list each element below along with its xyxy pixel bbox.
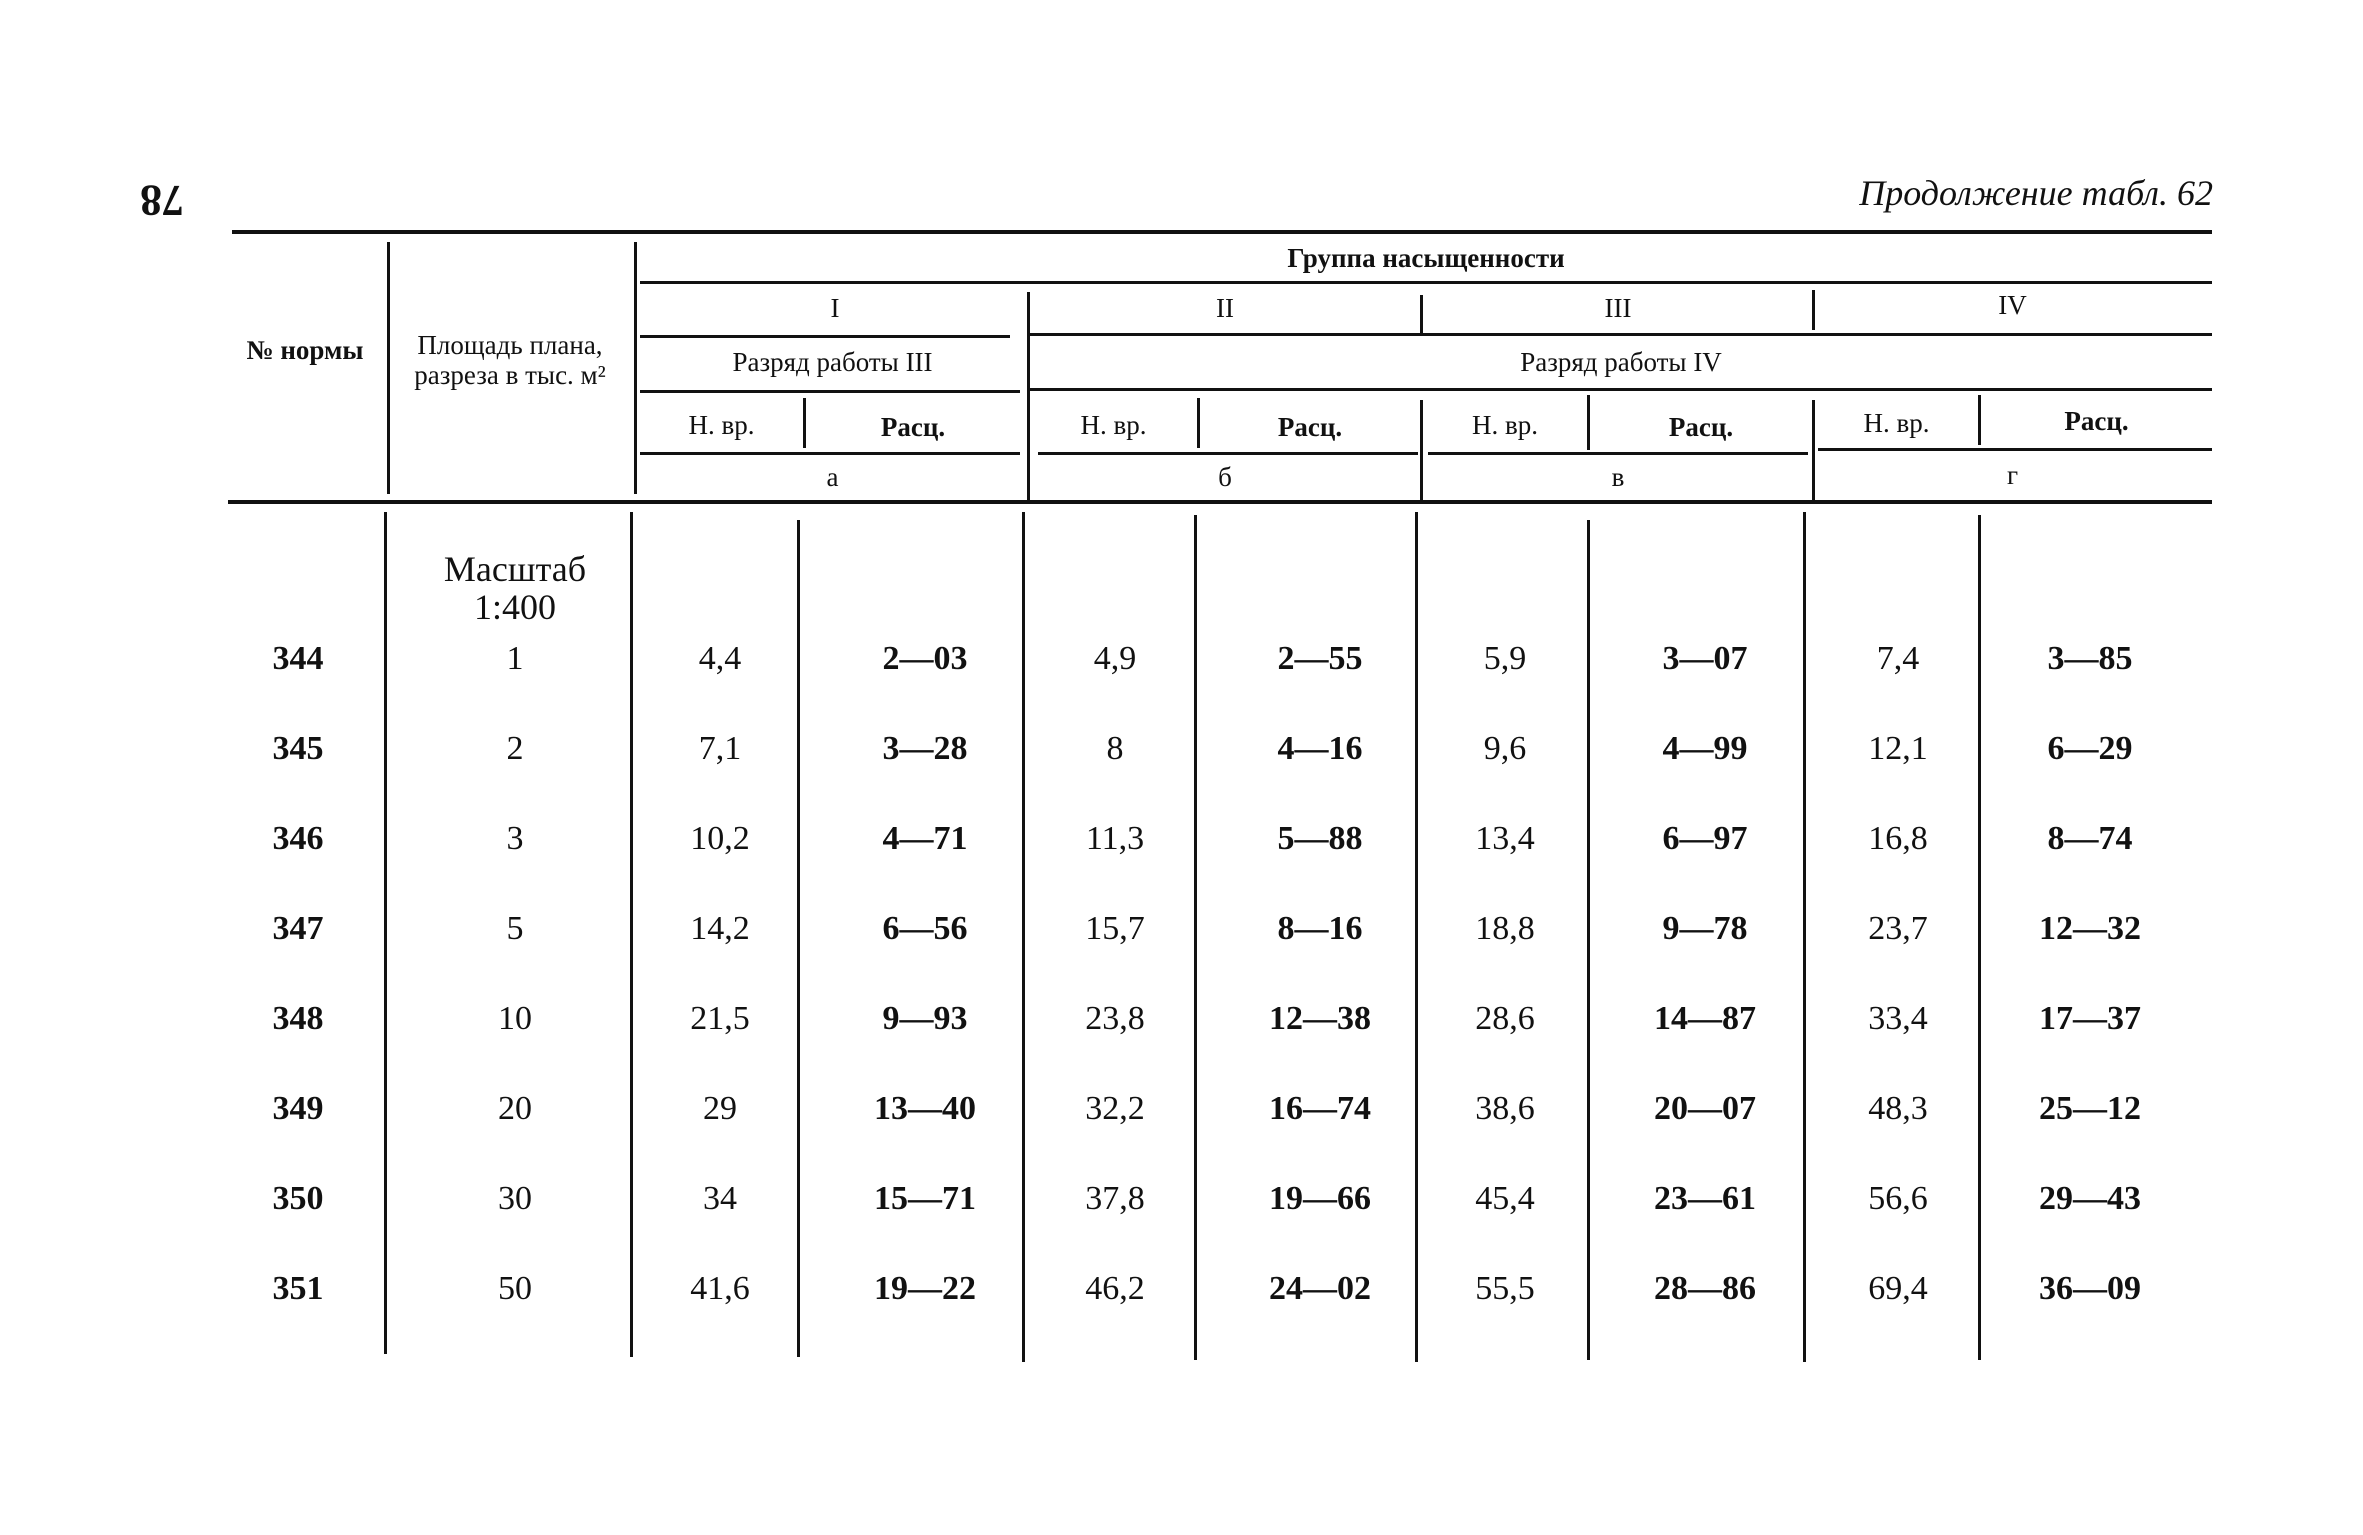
cell-v-nvr: 9,6: [1483, 730, 1527, 767]
cell-v-nvr: 55,5: [1475, 1270, 1535, 1307]
cell-v-nvr: 38,6: [1475, 1090, 1535, 1127]
cell-b-rasc: 2—55: [1277, 640, 1363, 677]
cell-g-nvr: 33,4: [1868, 1000, 1928, 1037]
cell-v-nvr: 28,6: [1475, 1000, 1535, 1037]
header-rank-iii: Разряд работы III: [732, 347, 933, 377]
cell-g-nvr: 16,8: [1868, 820, 1928, 857]
cell-a-nvr: 41,6: [690, 1270, 750, 1307]
cell-g-nvr: 12,1: [1868, 730, 1928, 767]
cell-b-nvr: 32,2: [1085, 1090, 1145, 1127]
header-subcol-rule-2: [1038, 452, 1418, 455]
header-subcol-rule-4: [1818, 448, 2212, 451]
cell-g-nvr: 23,7: [1868, 910, 1928, 947]
cell-a-nvr: 14,2: [690, 910, 750, 947]
cell-v-nvr: 13,4: [1475, 820, 1535, 857]
header-area: Площадь плана, разреза в тыс. м²: [414, 330, 606, 390]
page-number: 78: [140, 176, 184, 225]
header-rasc-a: Расц.: [880, 412, 946, 442]
cell-area: 20: [498, 1090, 532, 1127]
cell-g-nvr: 69,4: [1868, 1270, 1928, 1307]
header-subcol-rule-3: [1428, 452, 1808, 455]
header-letter-b: б: [1218, 462, 1232, 492]
cell-g-rasc: 29—43: [2039, 1180, 2141, 1217]
header-nvr-g: Н. вр.: [1863, 408, 1930, 438]
header-rank-iv: Разряд работы IV: [1520, 347, 1722, 377]
cell-g-rasc: 17—37: [2039, 1000, 2141, 1037]
body-vrule-9: [1978, 515, 1981, 1360]
cell-v-rasc: 14—87: [1654, 1000, 1756, 1037]
header-rasc-b: Расц.: [1277, 412, 1343, 442]
cell-a-rasc: 3—28: [882, 730, 968, 767]
header-group-rule: [640, 281, 2212, 284]
cell-area: 30: [498, 1180, 532, 1217]
cell-b-nvr: 23,8: [1085, 1000, 1145, 1037]
body-vrule-4: [1022, 512, 1025, 1362]
cell-b-rasc: 12—38: [1269, 1000, 1371, 1037]
header-letter-v: в: [1611, 462, 1625, 492]
cell-b-nvr: 37,8: [1085, 1180, 1145, 1217]
header-vrule-area-left: [387, 242, 390, 494]
cell-v-rasc: 20—07: [1654, 1090, 1756, 1127]
cell-b-rasc: 8—16: [1277, 910, 1363, 947]
cell-a-rasc: 19—22: [874, 1270, 976, 1307]
header-letter-a: а: [826, 462, 839, 492]
body-vrule-1: [384, 512, 387, 1354]
cell-a-nvr: 7,1: [698, 730, 742, 767]
cell-area: 1: [506, 640, 524, 677]
header-group-iv: IV: [1998, 290, 2027, 320]
body-vrule-7: [1587, 520, 1590, 1360]
header-subcol-rule-1: [640, 452, 1020, 455]
cell-norm-no: 347: [272, 910, 324, 947]
table-caption: Продолжение табл. 62: [1859, 173, 2213, 213]
cell-v-rasc: 6—97: [1662, 820, 1748, 857]
header-roman-rule-2: [1030, 333, 2212, 336]
cell-g-rasc: 25—12: [2039, 1090, 2141, 1127]
cell-a-rasc: 9—93: [882, 1000, 968, 1037]
cell-a-rasc: 15—71: [874, 1180, 976, 1217]
header-group-ii: II: [1216, 293, 1234, 323]
header-nvr-v: Н. вр.: [1472, 410, 1538, 440]
cell-area: 3: [506, 820, 524, 857]
cell-v-nvr: 18,8: [1475, 910, 1535, 947]
cell-area: 2: [506, 730, 524, 767]
cell-v-nvr: 5,9: [1483, 640, 1527, 677]
header-bottom-rule: [228, 500, 2212, 504]
cell-norm-no: 344: [272, 640, 324, 677]
body-vrule-5: [1194, 515, 1197, 1360]
cell-g-rasc: 8—74: [2047, 820, 2133, 857]
cell-v-rasc: 28—86: [1654, 1270, 1756, 1307]
header-rasc-g: Расц.: [2064, 406, 2129, 436]
cell-b-rasc: 4—16: [1277, 730, 1363, 767]
cell-g-nvr: 48,3: [1868, 1090, 1928, 1127]
cell-a-rasc: 4—71: [882, 820, 968, 857]
cell-a-nvr: 4,4: [698, 640, 742, 677]
cell-g-rasc: 12—32: [2039, 910, 2141, 947]
cell-b-rasc: 24—02: [1269, 1270, 1371, 1307]
cell-norm-no: 351: [272, 1270, 324, 1307]
cell-a-rasc: 6—56: [882, 910, 968, 947]
body-vrule-6: [1415, 512, 1418, 1362]
cell-a-nvr: 29: [703, 1090, 737, 1127]
header-letter-g: г: [2006, 460, 2019, 490]
cell-b-rasc: 19—66: [1269, 1180, 1371, 1217]
table-top-rule: [232, 230, 2212, 234]
scale-label: Масштаб 1:400: [443, 549, 587, 627]
cell-a-rasc: 13—40: [874, 1090, 976, 1127]
body-vrule-2: [630, 512, 633, 1357]
cell-norm-no: 348: [272, 1000, 324, 1037]
body-vrule-8: [1803, 512, 1806, 1362]
cell-norm-no: 346: [272, 820, 324, 857]
header-nvr-a: Н. вр.: [688, 410, 755, 440]
cell-g-nvr: 56,6: [1868, 1180, 1928, 1217]
cell-g-rasc: 6—29: [2047, 730, 2133, 767]
cell-a-nvr: 10,2: [690, 820, 750, 857]
cell-g-rasc: 3—85: [2047, 640, 2133, 677]
cell-b-rasc: 5—88: [1277, 820, 1363, 857]
cell-v-rasc: 3—07: [1662, 640, 1748, 677]
cell-a-rasc: 2—03: [882, 640, 968, 677]
cell-norm-no: 345: [272, 730, 324, 767]
header-saturation-group: Группа насыщенности: [1287, 243, 1565, 273]
cell-a-nvr: 34: [703, 1180, 737, 1217]
cell-b-nvr: 4,9: [1093, 640, 1137, 677]
header-rasc-v: Расц.: [1668, 412, 1734, 442]
cell-v-rasc: 9—78: [1662, 910, 1748, 947]
header-norm-no: № нормы: [246, 335, 364, 365]
cell-b-nvr: 11,3: [1085, 820, 1145, 857]
header-rank-rule-1: [640, 390, 1020, 393]
cell-b-nvr: 46,2: [1085, 1270, 1145, 1307]
cell-a-nvr: 21,5: [690, 1000, 750, 1037]
header-rank-rule-2: [1030, 388, 2212, 391]
header-roman-rule-1: [640, 335, 1010, 338]
cell-v-nvr: 45,4: [1475, 1180, 1535, 1217]
header-group-iii: III: [1604, 293, 1632, 323]
cell-g-nvr: 7,4: [1876, 640, 1920, 677]
cell-g-rasc: 36—09: [2039, 1270, 2141, 1307]
cell-area: 50: [498, 1270, 532, 1307]
cell-v-rasc: 4—99: [1662, 730, 1748, 767]
cell-b-nvr: 8: [1106, 730, 1124, 767]
cell-norm-no: 349: [272, 1090, 324, 1127]
body-vrule-3: [797, 520, 800, 1357]
cell-b-rasc: 16—74: [1269, 1090, 1371, 1127]
cell-area: 5: [506, 910, 524, 947]
header-vrule-area-right: [634, 242, 637, 494]
header-group-i: I: [830, 293, 840, 323]
cell-v-rasc: 23—61: [1654, 1180, 1756, 1217]
header-nvr-b: Н. вр.: [1080, 410, 1147, 440]
cell-norm-no: 350: [272, 1180, 324, 1217]
cell-area: 10: [498, 1000, 532, 1037]
cell-b-nvr: 15,7: [1085, 910, 1145, 947]
